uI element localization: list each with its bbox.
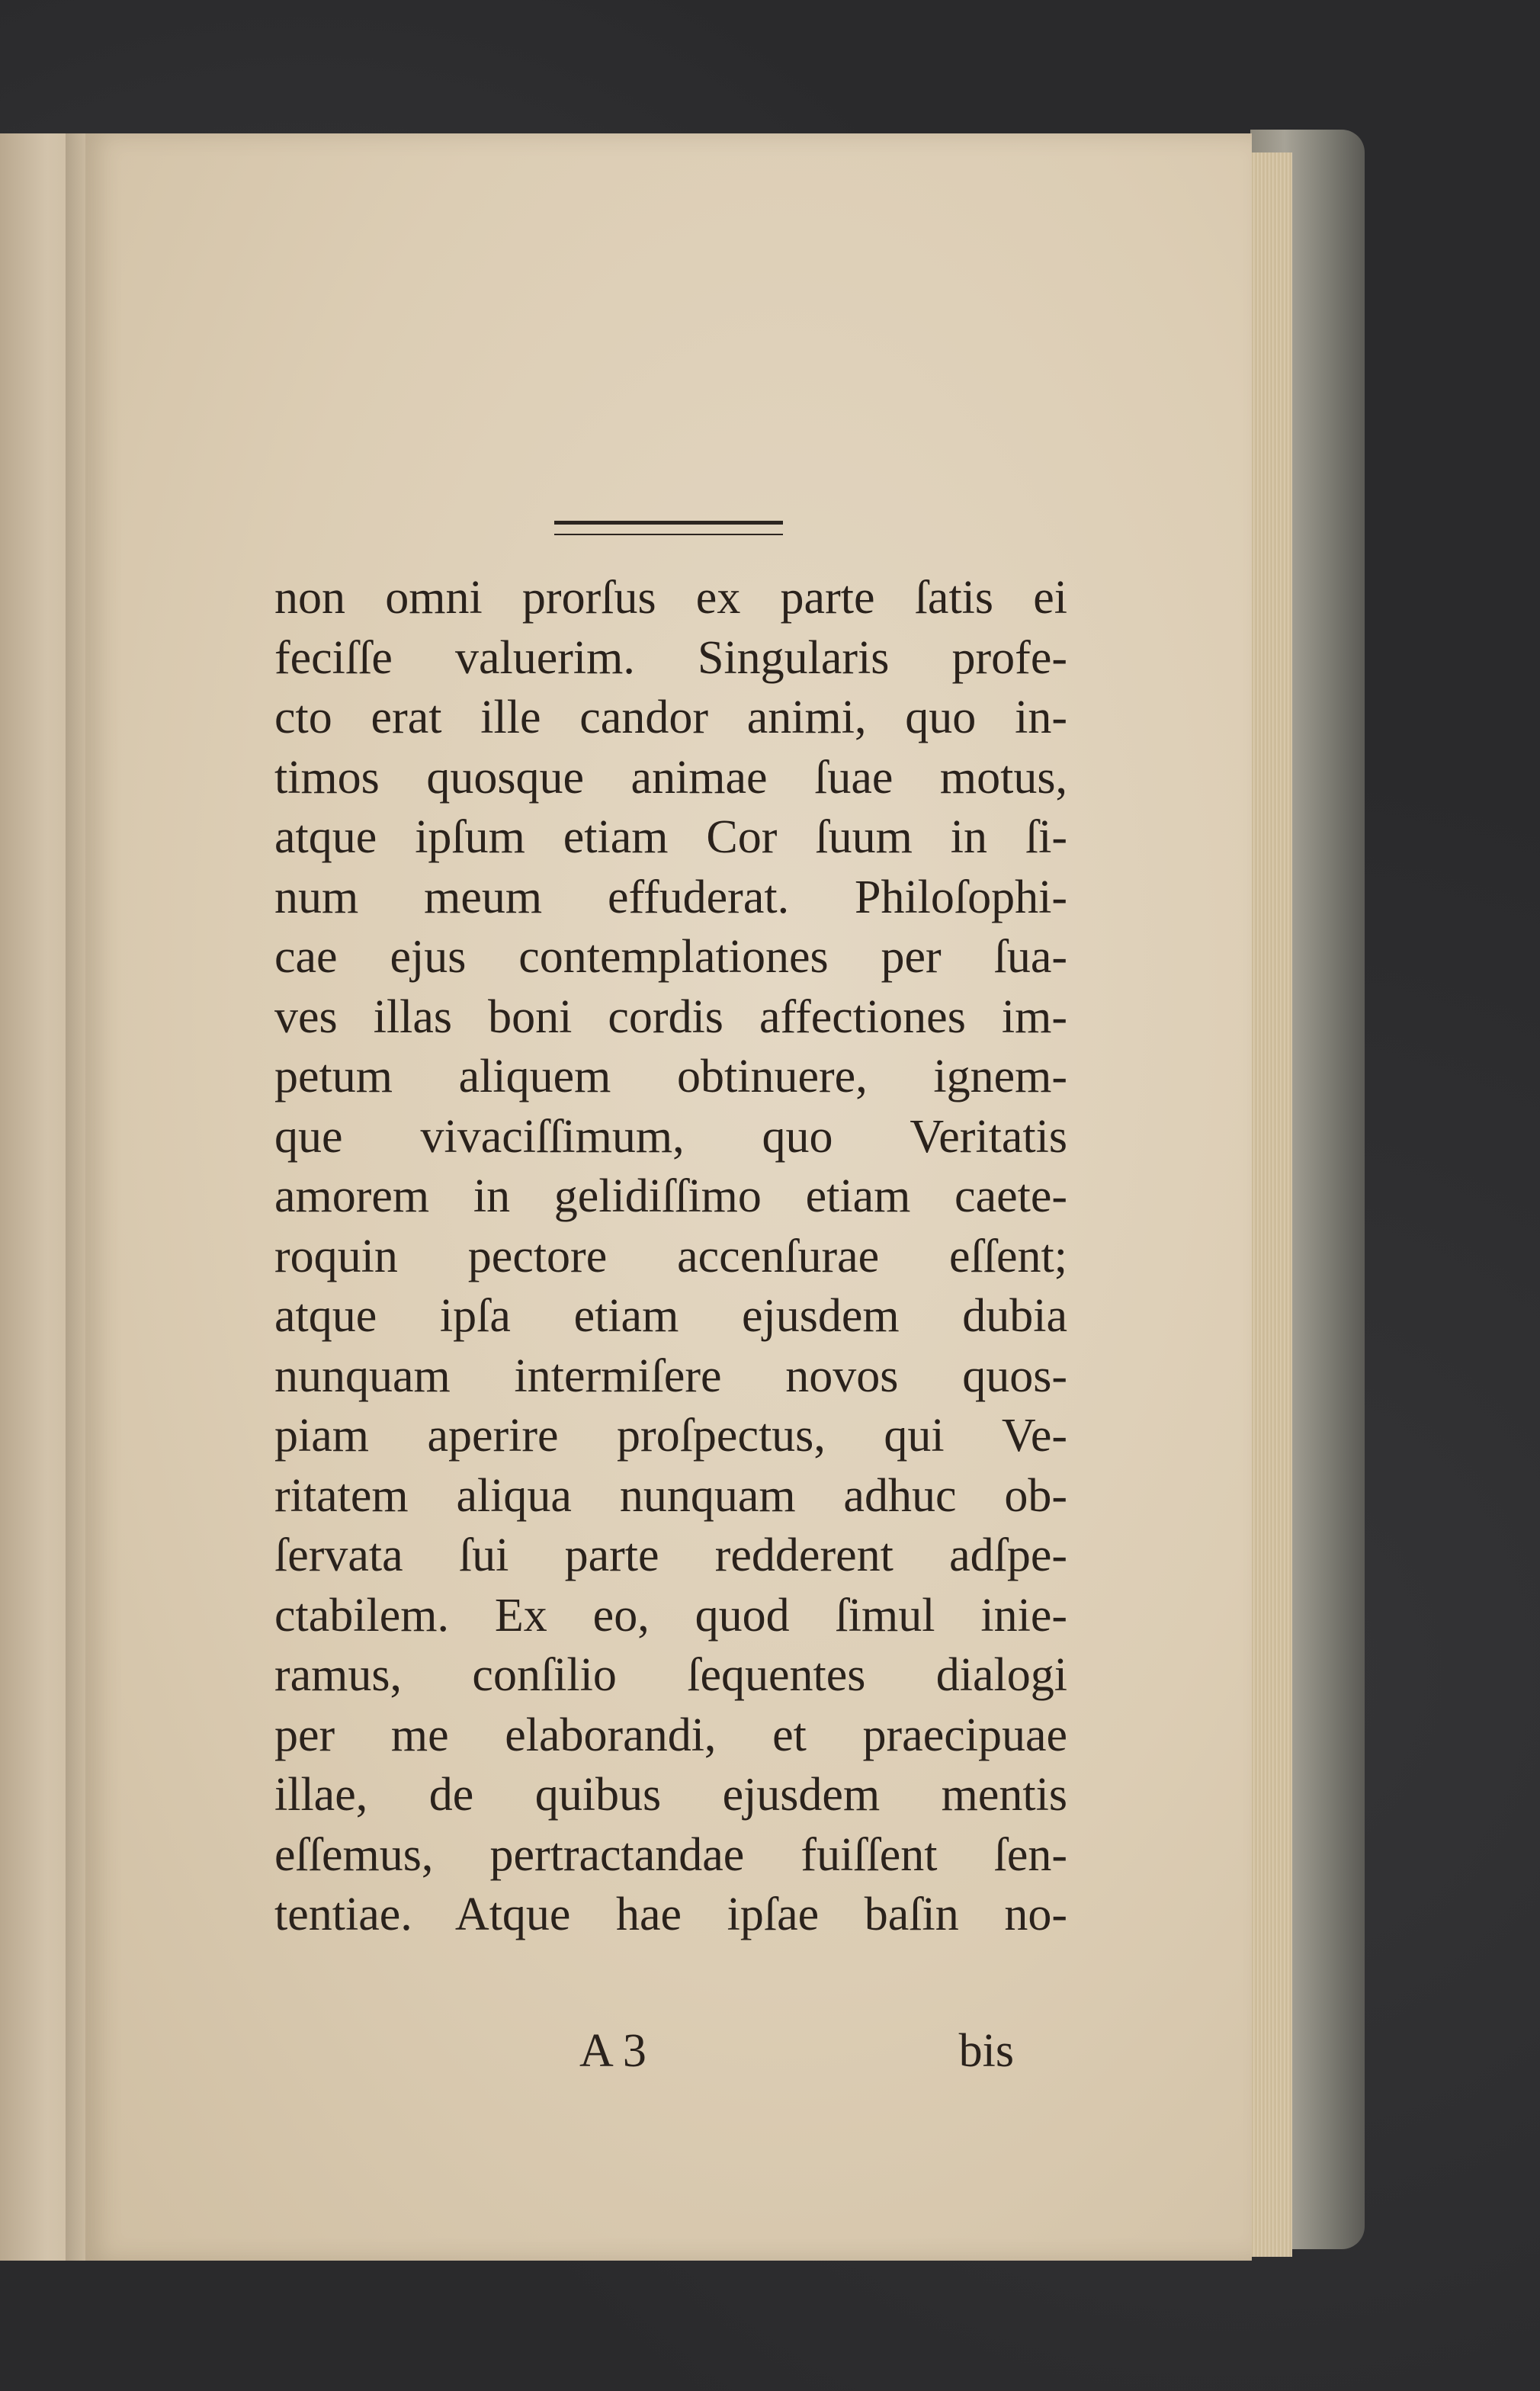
text-line: per me elaborandi, et praecipuae [274, 1709, 1067, 1761]
body-text [274, 568, 1067, 1945]
text-line: ſervata ſui parte redderent adſpe- [274, 1529, 1067, 1581]
text-line: atque ipſum etiam Cor ſuum in ſi- [274, 811, 1067, 863]
text-line: ves illas boni cordis affectiones im- [274, 990, 1067, 1043]
text-line: ritatem aliqua nunquam adhuc ob- [274, 1469, 1067, 1522]
page-footer [274, 2024, 1067, 2085]
text-line: ctabilem. Ex eo, quod ſimul inie- [274, 1589, 1067, 1642]
text-line: num meum effuderat. Philoſophi- [274, 871, 1067, 923]
text-line: atque ipſa etiam ejusdem dubia [274, 1290, 1067, 1342]
text-line: eſſemus, pertractandae fuiſſent ſen- [274, 1828, 1067, 1881]
text-line: roquin pectore accenſurae eſſent; [274, 1230, 1067, 1282]
text-line: que vivaciſſimum, quo Veritatis [274, 1110, 1067, 1163]
text-line: amorem in gelidiſſimo etiam caete- [274, 1170, 1067, 1222]
signature-mark: A 3 [579, 2025, 646, 2077]
text-line: nunquam intermiſere novos quos- [274, 1350, 1067, 1402]
text-line: piam aperire proſpectus, qui Ve- [274, 1410, 1067, 1462]
text-line: feciſſe valuerim. Singularis profe- [274, 631, 1067, 684]
header-rule [554, 521, 783, 535]
text-line: timos quosque animae ſuae motus, [274, 751, 1067, 804]
text-line: illae, de quibus ejusdem mentis [274, 1769, 1067, 1821]
text-line: cto erat ille candor animi, quo in- [274, 692, 1067, 743]
page-edges [1246, 152, 1292, 2257]
text-line: petum aliquem obtinuere, ignem- [274, 1051, 1067, 1102]
text-line: non omni prorſus ex parte ſatis ei [274, 572, 1067, 624]
text-line: cae ejus contemplationes per ſua- [274, 931, 1067, 983]
text-line: tentiae. Atque hae ipſae baſin no- [274, 1889, 1067, 1940]
catchword: bis [958, 2025, 1014, 2077]
text-line: ramus, conſilio ſequentes dialogi [274, 1649, 1067, 1701]
book-page [85, 133, 1252, 2261]
